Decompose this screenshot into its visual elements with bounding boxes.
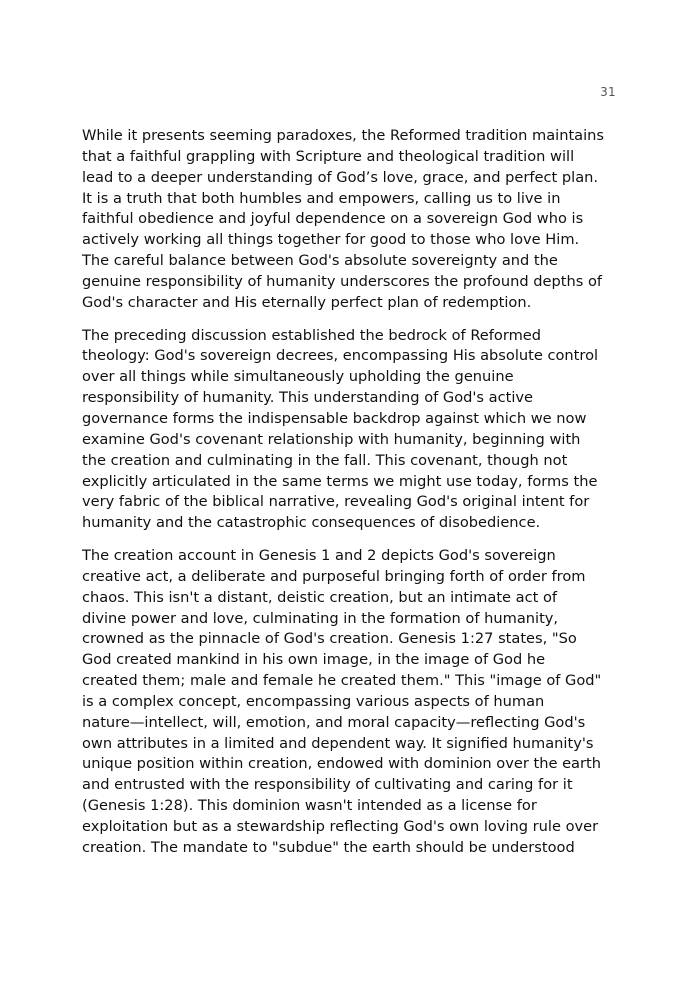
text-line: It is a truth that both humbles and empowers, calling us to live in [82,189,561,207]
text-line: examine God's covenant relationship with humanity, beginning with [82,430,581,448]
paragraph-3 [82,546,618,859]
text-line: over all things while simultaneously upholding the genuine [82,368,514,386]
text-line: lead to a deeper understanding of God’s love, grace, and perfect plan. [82,168,599,186]
text-line: very fabric of the biblical narrative, revealing God's original intent for [82,493,590,511]
text-line: unique position within creation, endowed with dominion over the earth [82,755,601,773]
text-line: genuine responsibility of humanity underscores the profound depths of [82,272,603,290]
text-line: faithful obedience and joyful dependence on a sovereign God who is [82,210,584,228]
text-line: (Genesis 1:28). This dominion wasn't intended as a license for [82,797,537,815]
text-line: God's character and His eternally perfect plan of redemption. [82,293,532,311]
text-line: actively working all things together for good to those who love Him. [82,231,580,249]
text-line: The creation account in Genesis 1 and 2 depicts God's sovereign [82,547,556,565]
text-line: that a faithful grappling with Scripture and theological tradition will [82,147,575,165]
paragraph-2 [82,326,618,534]
paragraph-1 [82,126,618,314]
body-text [82,126,618,871]
text-line: The preceding discussion established the bedrock of Reformed [82,326,542,344]
text-line: humanity and the catastrophic consequences of disobedience. [82,514,541,532]
text-line: responsibility of humanity. This understanding of God's active [82,389,534,407]
text-line: exploitation but as a stewardship reflecting God's own loving rule over [82,818,599,835]
text-line: crowned as the pinnacle of God's creation. Genesis 1:27 states, "So [82,630,577,648]
text-line: created them; male and female he created them." This "image of God" [82,672,602,690]
text-line: theology: God's sovereign decrees, encompassing His absolute control [82,347,599,365]
text-line: governance forms the indispensable backdrop against which we now [82,409,587,427]
text-line: own attributes in a limited and dependent way. It signified humanity's [82,734,594,752]
text-line: creation. The mandate to "subdue" the earth should be understood [82,838,575,856]
text-line: explicitly articulated in the same terms we might use today, forms the [82,472,598,490]
page-number: 31 [600,85,616,99]
text-line: While it presents seeming paradoxes, the Reformed tradition maintains [82,127,605,144]
text-line: divine power and love, culminating in the formation of humanity, [82,609,559,627]
text-line: the creation and culminating in the fall. This covenant, though not [82,451,568,469]
text-line: The careful balance between God's absolute sovereignty and the [82,252,558,270]
text-line: God created mankind in his own image, in the image of God he [82,651,546,669]
text-line: chaos. This isn't a distant, deistic creation, but an intimate act of [82,588,558,606]
text-line: is a complex concept, encompassing various aspects of human [82,692,545,710]
text-line: nature—intellect, will, emotion, and moral capacity—reflecting God's [82,713,586,731]
text-line: and entrusted with the responsibility of cultivating and caring for it [82,776,573,794]
text-line: creative act, a deliberate and purposeful bringing forth of order from [82,567,586,585]
